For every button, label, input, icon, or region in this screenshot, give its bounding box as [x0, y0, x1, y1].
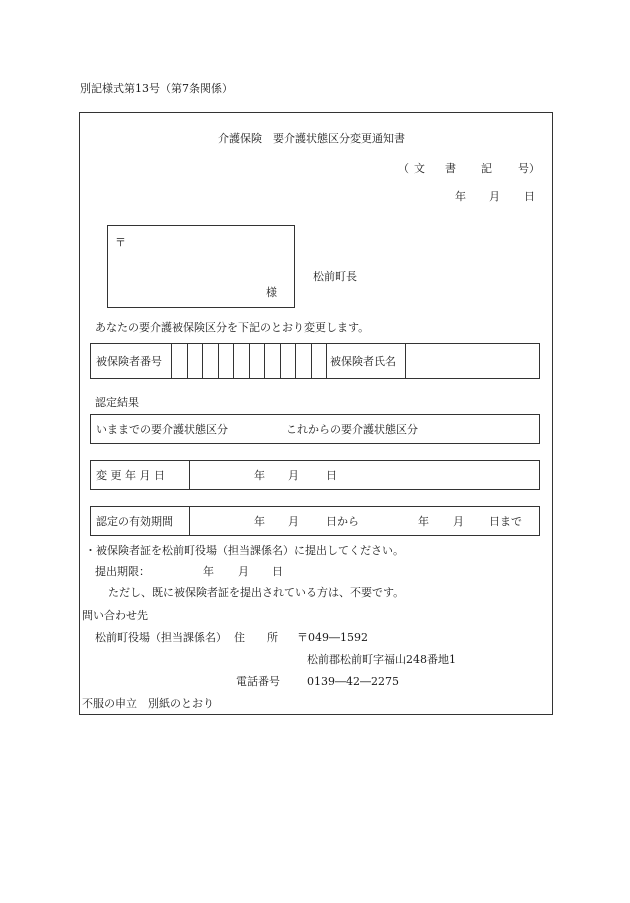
address-box	[107, 225, 295, 308]
doc-number-char-4: 号	[518, 162, 529, 175]
change-month-label: 月	[288, 469, 299, 482]
contact-phone: 0139―42―2275	[307, 675, 399, 688]
doc-number-char-2: 書	[445, 162, 456, 175]
new-care-level-label: これからの要介護状態区分	[286, 423, 418, 436]
contact-heading: 問い合わせ先	[82, 609, 148, 622]
insured-number-label: 被保険者番号	[96, 355, 162, 368]
doc-number-open: （	[398, 162, 409, 175]
deadline-year-label: 年	[203, 565, 214, 578]
issue-year-label: 年	[455, 190, 466, 203]
appeal-note: 不服の申立 別紙のとおり	[82, 697, 214, 710]
deadline-month-label: 月	[238, 565, 249, 578]
contact-postal-code: 〒049―1592	[297, 631, 368, 644]
to-year-label: 年	[418, 515, 429, 528]
number-cell-divider	[218, 344, 219, 378]
number-cell-divider	[171, 344, 172, 378]
change-day-label: 日	[326, 469, 337, 482]
contact-address: 松前郡松前町字福山248番地1	[307, 653, 456, 666]
sender-name: 松前町長	[313, 270, 357, 283]
doc-number-close: ）	[529, 162, 540, 175]
from-year-label: 年	[254, 515, 265, 528]
deadline-label: 提出期限：	[95, 565, 150, 578]
honorific: 様	[266, 286, 277, 299]
postal-mark: 〒	[115, 236, 126, 249]
number-cell-divider	[187, 344, 188, 378]
number-cell-divider	[264, 344, 265, 378]
number-cell-divider	[326, 344, 327, 378]
number-cell-divider	[295, 344, 296, 378]
form-number: 別記様式第13号（第7条関係）	[80, 82, 233, 95]
number-cell-divider	[249, 344, 250, 378]
result-section-label: 認定結果	[95, 396, 139, 409]
submit-instruction: ・被保険者証を松前町役場（担当課係名）に提出してください。	[85, 544, 404, 557]
change-date-label: 変 更 年 月 日	[96, 469, 165, 482]
name-cell-divider	[405, 344, 406, 378]
contact-office: 松前町役場（担当課係名）	[95, 631, 227, 644]
result-table	[90, 414, 540, 444]
deadline-day-label: 日	[272, 565, 283, 578]
from-month-label: 月	[288, 515, 299, 528]
number-cell-divider	[233, 344, 234, 378]
previous-care-level-label: いままでの要介護状態区分	[96, 423, 228, 436]
doc-number-char-3: 記	[481, 162, 492, 175]
insured-table	[90, 343, 540, 379]
issue-day-label: 日	[524, 190, 535, 203]
number-cell-divider	[202, 344, 203, 378]
number-cell-divider	[280, 344, 281, 378]
validity-table	[90, 506, 540, 536]
change-year-label: 年	[254, 469, 265, 482]
exception-note: ただし、既に被保険者証を提出されている方は、不要です。	[108, 586, 405, 599]
cell-divider	[189, 507, 190, 535]
address-label: 住 所	[234, 631, 278, 644]
intro-text: あなたの要介護被保険区分を下記のとおり変更します。	[95, 321, 370, 334]
number-cell-divider	[311, 344, 312, 378]
insured-name-label: 被保険者氏名	[330, 355, 396, 368]
to-day-label: 日まで	[489, 515, 522, 528]
from-day-label: 日から	[326, 515, 359, 528]
issue-month-label: 月	[489, 190, 500, 203]
doc-number-char-1: 文	[414, 162, 425, 175]
document-title: 介護保険 要介護状態区分変更通知書	[218, 132, 405, 145]
to-month-label: 月	[453, 515, 464, 528]
phone-label: 電話番号	[236, 675, 280, 688]
cell-divider	[189, 461, 190, 489]
change-date-table	[90, 460, 540, 490]
validity-label: 認定の有効期間	[96, 515, 173, 528]
